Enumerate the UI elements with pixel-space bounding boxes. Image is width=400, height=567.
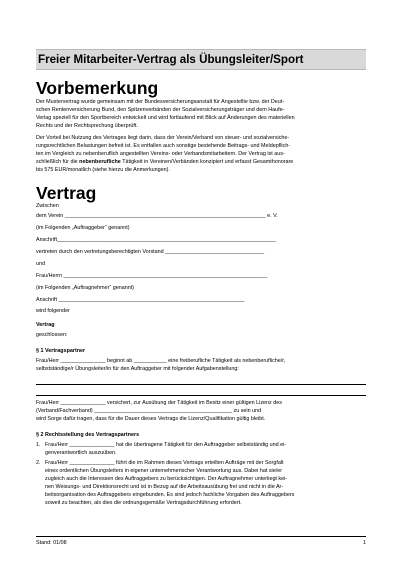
vorbemerkung-line: Verlag speziell für den Sportbereich entwickelt und wird fortlaufend mit Blick auf Änderungen des materiellen <box>36 115 295 121</box>
section1-heading: § 1 Vertragspartner <box>36 348 86 354</box>
section2-line: beitsorganisation des Auftraggebers eingebunden. Es sind jedoch fachliche Vorgaben des Auftraggebers <box>45 492 295 498</box>
section2-line: eines ordentlichen Übungsleiters in eigener unternehmerischer Verantwortung aus. Dabei hat sie/er <box>45 468 283 474</box>
frau-herr-field: Frau/Herrn ____________________________________________________________________ <box>36 273 268 279</box>
vorbemerkung-line: bis 575 EUR/monatlich (siehe hierzu die Anmerkungen). <box>36 167 170 173</box>
blank-line <box>36 384 366 385</box>
item-number: 2. <box>36 460 41 466</box>
zwischen-label: Zwischen <box>36 203 59 209</box>
geschlossen-label: geschlossen: <box>36 332 68 338</box>
section2-heading: § 2 Rechtsstellung des Vertragspartners <box>36 432 140 438</box>
section1-line: Frau/Herr _______________ versichert, zur Ausübung der Tätigkeit im Besitz einer gültigen Lizenz des <box>36 400 282 406</box>
vorbemerkung-line: rungsrechtlichen Belastungen befreit ist. Es entfallen auch sonstige bestehende Beitrags- und Meldepflich- <box>36 143 291 149</box>
vorbemerkung-line: schließlich für die nebenberufliche Tätigkeit in Vereinen/Verbänden konzipiert und erfasst Gesamthonorare <box>36 159 294 165</box>
heading-vertrag: Vertrag <box>36 183 97 203</box>
vorstand-field: vertreten durch den vertretungsberechtigten Vorstand _________________________________ <box>36 249 265 255</box>
section2-line: Frau/Herr _______________ hat die übertragene Tätigkeit für den Auftraggeber selbstständig und ei- <box>45 442 287 448</box>
section1-line: selbstständige/r Übungsleiter/in für den Auftraggeber mit folgender Aufgabenstellung: <box>36 366 239 372</box>
blank-line <box>36 395 366 396</box>
section1-line: wird Sorge dafür tragen, dass für die Dauer dieses Vertrags die Lizenz/Qualifikation gültig bleibt. <box>36 416 266 422</box>
document-title: Freier Mitarbeiter-Vertrag als Übungsleiter/Sport <box>38 53 304 66</box>
section2-line: soweit zu beachten, als dies die ordnungsgemäße Vertragsdurchführung erfordert. <box>45 500 242 506</box>
section1-line: Frau/Herr _______________ beginnt ab ___________ eine freiberufliche Tätigkeit als nebenberufliche/r, <box>36 358 286 364</box>
footer-rule <box>36 536 366 537</box>
anschrift-field-1: Anschrift_________________________________________________________________________ <box>36 237 276 243</box>
vertrag-label: Vertrag <box>36 322 55 328</box>
auftragnehmer-note: (im Folgenden „Auftragnehmer“ genannt) <box>36 285 134 291</box>
section2-line: genverantwortlich auszuüben. <box>45 450 117 456</box>
vorbemerkung-line: schen Rentenversicherung Bund, den Spitzenverbänden der Sozialversicherungsträger und dem Haufe- <box>36 107 285 113</box>
vorbemerkung-line: Der Vorteil bei Nutzung des Vertrages liegt darin, dass der Verein/Verband von steuer- und sozialversiche- <box>36 135 290 141</box>
wird-folgender-label: wird folgender <box>36 308 70 314</box>
item-number: 1. <box>36 442 41 448</box>
verein-field: dem Verein ___________________________________________________________________ e. V. <box>36 213 278 219</box>
section2-line: nen Weisungs- und Direktionsrecht und ist in Bezug auf die Arbeitsausübung frei und nicht in die Ar- <box>45 484 284 490</box>
anschrift-field-2: Anschrift ______________________________________________________________ <box>36 297 245 303</box>
title-bar <box>36 49 366 70</box>
heading-vorbemerkung: Vorbemerkung <box>36 78 159 98</box>
section2-line: Frau/Herr _______________ führt die im Rahmen dieses Vertrags erteilten Aufträge mit der Sorgfalt <box>45 460 284 466</box>
und-label: und <box>36 261 45 267</box>
page-number: 1 <box>363 540 366 546</box>
footer-stand: Stand: 01/08 <box>36 540 67 546</box>
section2-line: zugleich auch die Interessen des Auftraggebers zu berücksichtigen. Der Auftragnehmer unterliegt kei- <box>45 476 288 482</box>
vorbemerkung-line: Der Mustervertrag wurde gemeinsam mit der Bundesversicherungsanstalt für Angestellte bzw. der Deut- <box>36 99 285 105</box>
auftraggeber-note: (im Folgenden „Auftraggeber“ genannt) <box>36 225 130 231</box>
vorbemerkung-line: ten im Vergleich zu nebenberuflich angestellten Vereins- oder Verbandsmitarbeitern. Der Vertrag ist aus- <box>36 151 285 157</box>
vorbemerkung-line: Rechts und der Rechtsprechung überprüft. <box>36 123 138 129</box>
section1-line: (Verband/Fachverband) ______________________________________________ zu sein und <box>36 408 262 414</box>
